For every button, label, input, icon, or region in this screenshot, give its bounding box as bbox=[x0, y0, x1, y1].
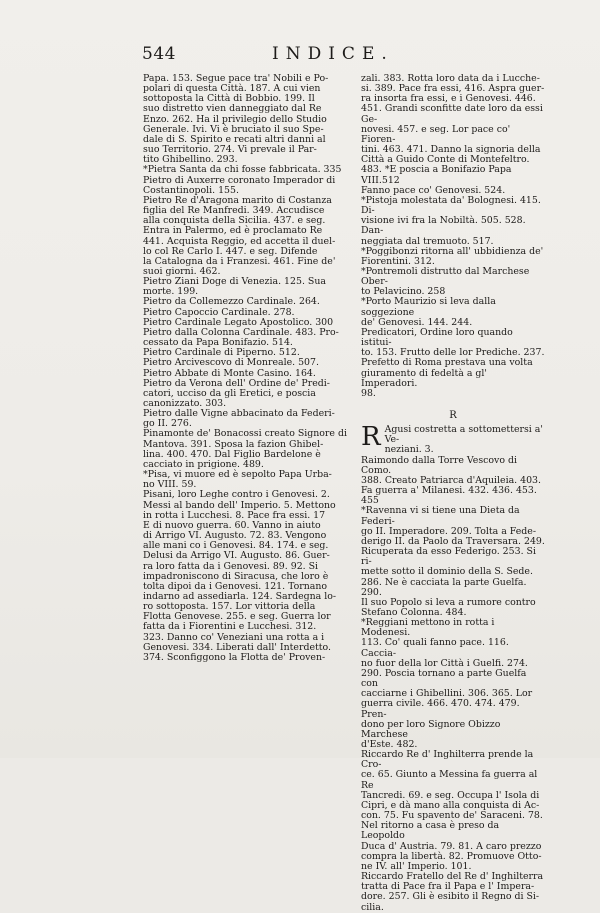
index-line: Delusi da Arrigo VI. Augusto. 86. Guer- bbox=[143, 550, 330, 562]
index-line: no VIII. 59. bbox=[143, 479, 197, 491]
drop-cap-letter: R bbox=[361, 422, 381, 453]
index-line: di Arrigo VI. Augusto. 72. 83. Vengono bbox=[143, 530, 327, 542]
index-line: go II. 276. bbox=[143, 418, 192, 430]
index-line: zali. 383. Rotta loro data da i Lucche- bbox=[361, 73, 540, 84]
index-line: 323. Danno co' Veneziani una rotta a i bbox=[143, 631, 325, 643]
index-line: Fiorentini. 312. bbox=[361, 255, 435, 267]
index-line: Pinamonte de' Bonacossi creato Signore di bbox=[143, 428, 347, 440]
index-line: to Pelavicino. 258 bbox=[361, 286, 446, 298]
index-line: Riccardo Re d' Inghilterra prende la Cro- bbox=[361, 749, 534, 771]
index-line: cacciato in prigione. 489. bbox=[143, 458, 264, 470]
index-line: go II. Imperadore. 209. Tolta a Fede- bbox=[361, 525, 537, 537]
index-line: 388. Creato Patriarca d'Aquileia. 403. bbox=[361, 474, 542, 486]
index-line: Pietro Cardinale Legato Apostolico. 300 bbox=[143, 316, 334, 328]
index-line: suo Territorio. 274. Vi prevale il Par- bbox=[143, 144, 317, 156]
index-line: Pietro da Collemezzo Cardinale. 264. bbox=[143, 296, 320, 308]
index-line: mette sotto il dominio della S. Sede. bbox=[361, 566, 533, 578]
index-line: 290. Poscia tornano a parte Guelfa con bbox=[361, 667, 527, 690]
index-line: Generale. Ivi. Vi è bruciato il suo Spe- bbox=[143, 123, 324, 135]
index-line: Pietro dalla Colonna Cardinale. 483. Pro- bbox=[143, 326, 339, 338]
index-line: indarno ad assediarla. 124. Sardegna lo- bbox=[143, 590, 337, 602]
index-line: dore. 257. Gli è esibito il Regno di Si- bbox=[361, 891, 540, 903]
index-line: Pietro da Verona dell' Ordine de' Predi- bbox=[143, 377, 330, 389]
index-line: ra insorta fra essi, e i Genovesi. 446. bbox=[361, 93, 536, 105]
index-line: *Ravenna vi si tiene una Dieta da Federi- bbox=[361, 505, 520, 527]
index-line: Pietro Arcivescovo di Monreale. 507. bbox=[143, 357, 319, 369]
index-line: neziani. 3. bbox=[384, 444, 434, 456]
index-line: Città a Guido Conte di Montefeltro. bbox=[361, 154, 530, 166]
index-line: guerra civile. 466. 470. 474. 479. Pren- bbox=[361, 698, 520, 720]
index-line: tolta dipoi da i Genovesi. 121. Tornano bbox=[143, 580, 328, 592]
page-title: INDICE. bbox=[272, 44, 394, 64]
index-line: ne IV. all' Imperio. 101. bbox=[361, 860, 472, 872]
index-line: ro sottoposta. 157. Lor vittoria della bbox=[143, 601, 316, 613]
first-r-entry bbox=[361, 422, 545, 456]
index-line: canonizzato. 303. bbox=[143, 398, 227, 409]
index-line: con. 75. Fu spavento de' Saraceni. 78. bbox=[361, 810, 543, 822]
index-line: tratta di Pace fra il Papa e l' Impera- bbox=[361, 881, 535, 893]
index-line: 286. Ne è cacciata la parte Guelfa. 290. bbox=[361, 576, 527, 598]
index-line: de' Genovesi. 144. 244. bbox=[361, 316, 473, 328]
index-line: catori, ucciso da gli Eretici, e poscia bbox=[143, 387, 316, 399]
index-line: Fanno pace co' Genovesi. 524. bbox=[361, 184, 506, 196]
index-line: Enzo. 262. Ha il privilegio dello Studio bbox=[143, 113, 327, 125]
index-line: alle mani co i Genovesi. 84. 174. e seg. bbox=[143, 540, 329, 552]
index-line: to. 153. Frutto delle lor Prediche. 237. bbox=[361, 347, 545, 359]
index-line: Pietro di Auxerre coronato Imperador di bbox=[143, 174, 336, 186]
index-line: figlia del Re Manfredi. 349. Accudisce bbox=[143, 205, 325, 217]
index-line: Entra in Palermo, ed è proclamato Re bbox=[143, 225, 323, 237]
index-line: Costantinopoli. 155. bbox=[143, 184, 239, 196]
index-line: 441. Acquista Reggio, ed accetta il duel- bbox=[143, 235, 336, 247]
index-line: Predicatori, Ordine loro quando istitui- bbox=[361, 326, 513, 349]
index-line: *Porto Maurizio si leva dalla soggezione bbox=[361, 296, 496, 318]
index-line: alla conquista della Sicilia. 437. e seg. bbox=[143, 215, 326, 227]
index-line: si. 389. Pace fra essi, 416. Aspra guer- bbox=[361, 83, 545, 95]
index-line: Pietro Re d'Aragona marito di Costanza bbox=[143, 194, 332, 206]
index-line: 483. *E poscia a Bonifazio Papa VIII.512 bbox=[361, 164, 512, 186]
index-line: d'Este. 482. bbox=[361, 739, 418, 750]
index-line: in rotta i Lucchesi. 8. Pace fra essi. 17 bbox=[143, 509, 326, 521]
left-column bbox=[143, 74, 349, 663]
right-column-r-entries bbox=[361, 456, 545, 913]
index-line: novesi. 457. e seg. Lor pace co' Fioren- bbox=[361, 123, 511, 145]
index-line: Duca d' Austria. 79. 81. A caro prezzo bbox=[361, 840, 542, 852]
index-line: lina. 400. 470. Dal Figlio Bardelone è bbox=[143, 448, 321, 460]
index-line: impadroniscono di Siracusa, che loro è bbox=[143, 570, 329, 582]
index-line: *Pontremoli distrutto dal Marchese Ober- bbox=[361, 265, 530, 288]
index-line: *Pistoja molestata da' Bolognesi. 415. Di- bbox=[361, 194, 541, 217]
index-line: giuramento di fedeltà a gl' Imperadori. bbox=[361, 367, 488, 389]
index-line: cessato da Papa Bonifazio. 514. bbox=[143, 337, 293, 349]
index-line: Stefano Colonna. 484. bbox=[361, 606, 467, 618]
index-line: suoi giorni. 462. bbox=[143, 265, 221, 277]
index-line: *Pietra Santa da chi fosse fabbricata. 335 bbox=[143, 164, 342, 176]
index-line: derigo II. da Paolo da Traversara. 249. bbox=[361, 535, 545, 547]
right-column bbox=[361, 74, 545, 913]
index-line: Ricuperata da esso Federigo. 253. Si ri- bbox=[361, 546, 536, 568]
index-line: Pietro Cardinale di Piperno. 512. bbox=[143, 347, 300, 359]
page-header bbox=[142, 44, 442, 70]
index-line: Messi al bando dell' Imperio. 5. Mettono bbox=[143, 499, 336, 511]
index-line: dono per loro Signore Obizzo Marchese bbox=[361, 718, 501, 740]
index-line: Prefetto di Roma prestava una volta bbox=[361, 357, 533, 369]
index-line: compra la libertà. 82. Promuove Otto- bbox=[361, 850, 542, 862]
index-line: *Reggiani mettono in rotta i Modenesi. bbox=[361, 617, 495, 639]
index-line: Fa guerra a' Milanesi. 432. 436. 453. 455 bbox=[361, 485, 537, 507]
index-line: Il suo Popolo si leva a rumore contro bbox=[361, 596, 536, 608]
section-letter-r: R bbox=[449, 410, 457, 421]
index-line: Pietro dalle Vigne abbacinato da Federi- bbox=[143, 408, 335, 420]
index-line: neggiata dal tremuoto. 517. bbox=[361, 235, 494, 247]
index-line: fatta da i Fiorentini e Lucchesi. 312. bbox=[143, 621, 317, 633]
page-number: 544 bbox=[142, 44, 176, 64]
index-line: Tancredi. 69. e seg. Occupa l' Isola di bbox=[361, 789, 540, 801]
index-line: *Poggibonzi ritorna all' ubbidienza de' bbox=[361, 245, 544, 257]
index-line: 374. Sconfiggono la Flotta de' Proven- bbox=[143, 651, 326, 663]
index-line: no fuor della lor Città i Guelfi. 274. bbox=[361, 657, 528, 669]
index-line: visione ivi fra la Nobiltà. 505. 528. Dan- bbox=[361, 215, 526, 237]
index-line: ra loro fatta da i Genovesi. 89. 92. Si bbox=[143, 560, 319, 572]
index-line: 98. bbox=[361, 387, 376, 399]
index-line: morte. 199. bbox=[143, 286, 199, 298]
index-line: cilia. bbox=[361, 901, 384, 913]
first-r-entry-text bbox=[361, 422, 545, 456]
index-line: ce. 65. Giunto a Messina fa guerra al Re bbox=[361, 769, 538, 791]
index-line: dale di S. Spirito e recati altri danni al bbox=[143, 133, 326, 145]
right-column-p-entries bbox=[361, 74, 545, 399]
index-line: Raimondo dalla Torre Vescovo di Como. bbox=[361, 454, 517, 476]
index-line: tini. 463. 471. Danno la signoria della bbox=[361, 144, 541, 156]
index-line: Papa. 153. Segue pace tra' Nobili e Po- bbox=[143, 73, 329, 84]
index-line: E di nuovo guerra. 60. Vanno in aiuto bbox=[143, 519, 321, 531]
index-line: *Pisa, vi muore ed è sepolto Papa Urba- bbox=[143, 469, 332, 481]
index-line: Genovesi. 334. Liberati dall' Interdetto. bbox=[143, 641, 332, 653]
index-line: Pietro Capoccio Cardinale. 278. bbox=[143, 306, 295, 318]
index-line: Pisani, loro Leghe contro i Genovesi. 2. bbox=[143, 489, 330, 501]
index-line: sottoposta la Città di Bobbio. 199. Il bbox=[143, 93, 315, 105]
index-line: polari di questa Città. 187. A cui vien bbox=[143, 83, 321, 95]
index-line: lo col Re Carlo I. 447. e seg. Difende bbox=[143, 245, 318, 257]
index-line: Agusi costretta a sottomettersi a' Ve- bbox=[384, 424, 543, 446]
index-line: Riccardo Fratello del Re d' Inghilterra bbox=[361, 871, 544, 883]
index-line: cacciarne i Ghibellini. 306. 365. Lor bbox=[361, 688, 533, 700]
index-line: Pietro Abbate di Monte Casino. 164. bbox=[143, 367, 316, 379]
index-line: Flotta Genovese. 255. e seg. Guerra lor bbox=[143, 611, 331, 623]
index-line: 113. Co' quali fanno pace. 116. Caccia- bbox=[361, 637, 509, 659]
index-line: Cipri, e dà mano alla conquista di Ac- bbox=[361, 799, 540, 811]
index-line: la Catalogna da i Franzesi. 461. Fine de' bbox=[143, 255, 336, 267]
index-line: tito Ghibellino. 293. bbox=[143, 154, 238, 166]
index-line: Mantova. 391. Sposa la fazion Ghibel- bbox=[143, 438, 324, 450]
index-line: Pietro Ziani Doge di Venezia. 125. Sua bbox=[143, 276, 326, 288]
index-line: Nel ritorno a casa è preso da Leopoldo bbox=[361, 820, 500, 842]
index-line: suo distretto vien danneggiato dal Re bbox=[143, 103, 322, 115]
index-line: 451. Grandi sconfitte date loro da essi Ge- bbox=[361, 103, 543, 125]
